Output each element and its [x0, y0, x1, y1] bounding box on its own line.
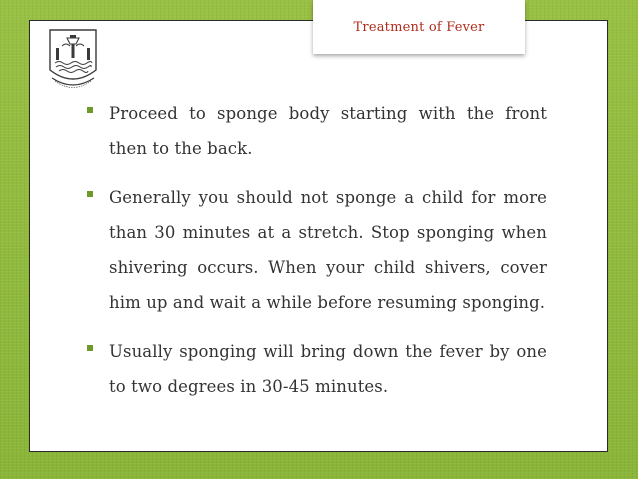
title-tab	[313, 0, 525, 54]
square-bullet-icon	[87, 191, 93, 197]
university-seal-icon	[46, 26, 100, 92]
bullet-item	[85, 334, 547, 404]
bullet-text: Generally you should not sponge a child for more than 30 minutes at a stretch. Stop sponging when shivering occurs. When your child shivers, cover him up and wait a while before resuming sponging.	[109, 188, 547, 312]
square-bullet-icon	[87, 107, 93, 113]
slide-title: Treatment of Fever	[353, 19, 485, 35]
bullet-item	[85, 180, 547, 320]
bullet-text: Usually sponging will bring down the fever by one to two degrees in 30-45 minutes.	[109, 342, 547, 396]
square-bullet-icon	[87, 345, 93, 351]
bullet-list	[85, 96, 547, 418]
bullet-text: Proceed to sponge body starting with the front then to the back.	[109, 104, 547, 158]
bullet-item	[85, 96, 547, 166]
